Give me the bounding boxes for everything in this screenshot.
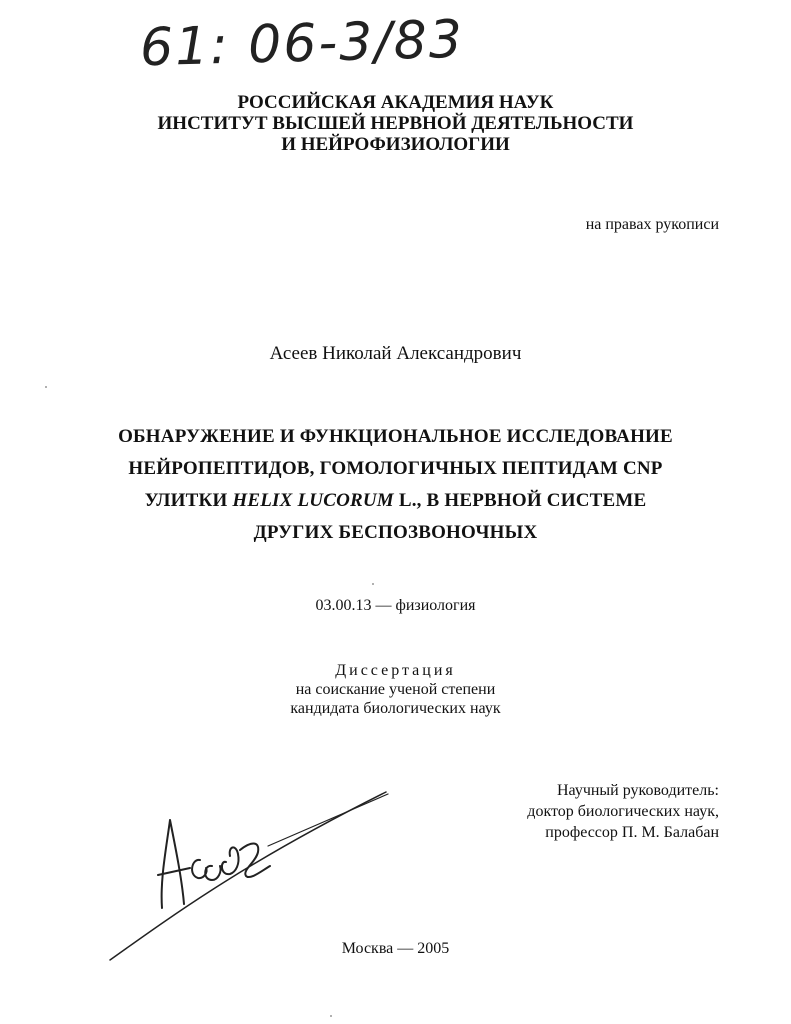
organization-header — [0, 92, 791, 155]
organization-line-2: ИНСТИТУТ ВЫСШЕЙ НЕРВНОЙ ДЕЯТЕЛЬНОСТИ — [157, 113, 634, 134]
scientific-advisor — [500, 780, 719, 843]
scan-speck — [45, 386, 47, 388]
handwritten-archive-code: 61: 06-3/83 — [139, 9, 465, 79]
dissertation-title — [0, 421, 791, 549]
title-line-1: ОБНАРУЖЕНИЕ И ФУНКЦИОНАЛЬНОЕ ИССЛЕДОВАНИЕ — [118, 426, 673, 447]
scan-speck — [372, 583, 374, 585]
title-line-3-suffix: L., В НЕРВНОЙ СИСТЕМЕ — [393, 490, 647, 511]
scan-speck — [330, 1015, 332, 1017]
title-line-3-prefix: УЛИТКИ — [144, 490, 233, 511]
author-name: Асеев Николай Александрович — [269, 343, 522, 364]
advisor-degree: доктор биологических наук, — [527, 803, 719, 820]
advisor-label: Научный руководитель: — [556, 782, 719, 799]
thesis-line-2: на соискание ученой степени — [295, 681, 496, 698]
advisor-name: профессор П. М. Балабан — [545, 824, 719, 841]
organization-line-1: РОССИЙСКАЯ АКАДЕМИЯ НАУК — [237, 92, 554, 113]
thesis-line-3: кандидата биологических наук — [290, 700, 501, 717]
organization-line-3: И НЕЙРОФИЗИОЛОГИИ — [281, 134, 510, 155]
rights-note: на правах рукописи — [585, 216, 719, 233]
title-line-2: НЕЙРОПЕПТИДОВ, ГОМОЛОГИЧНЫХ ПЕПТИДАМ CNP — [128, 458, 663, 479]
city-and-year: Москва — 2005 — [341, 940, 450, 957]
thesis-description — [0, 661, 791, 718]
species-name: HELIX LUCORUM — [232, 490, 394, 511]
thesis-label: Диссертация — [335, 662, 456, 679]
title-line-4: ДРУГИХ БЕСПОЗВОНОЧНЫХ — [253, 522, 538, 543]
title-line-3 — [0, 485, 791, 517]
specialty-code: 03.00.13 — физиология — [315, 597, 476, 614]
